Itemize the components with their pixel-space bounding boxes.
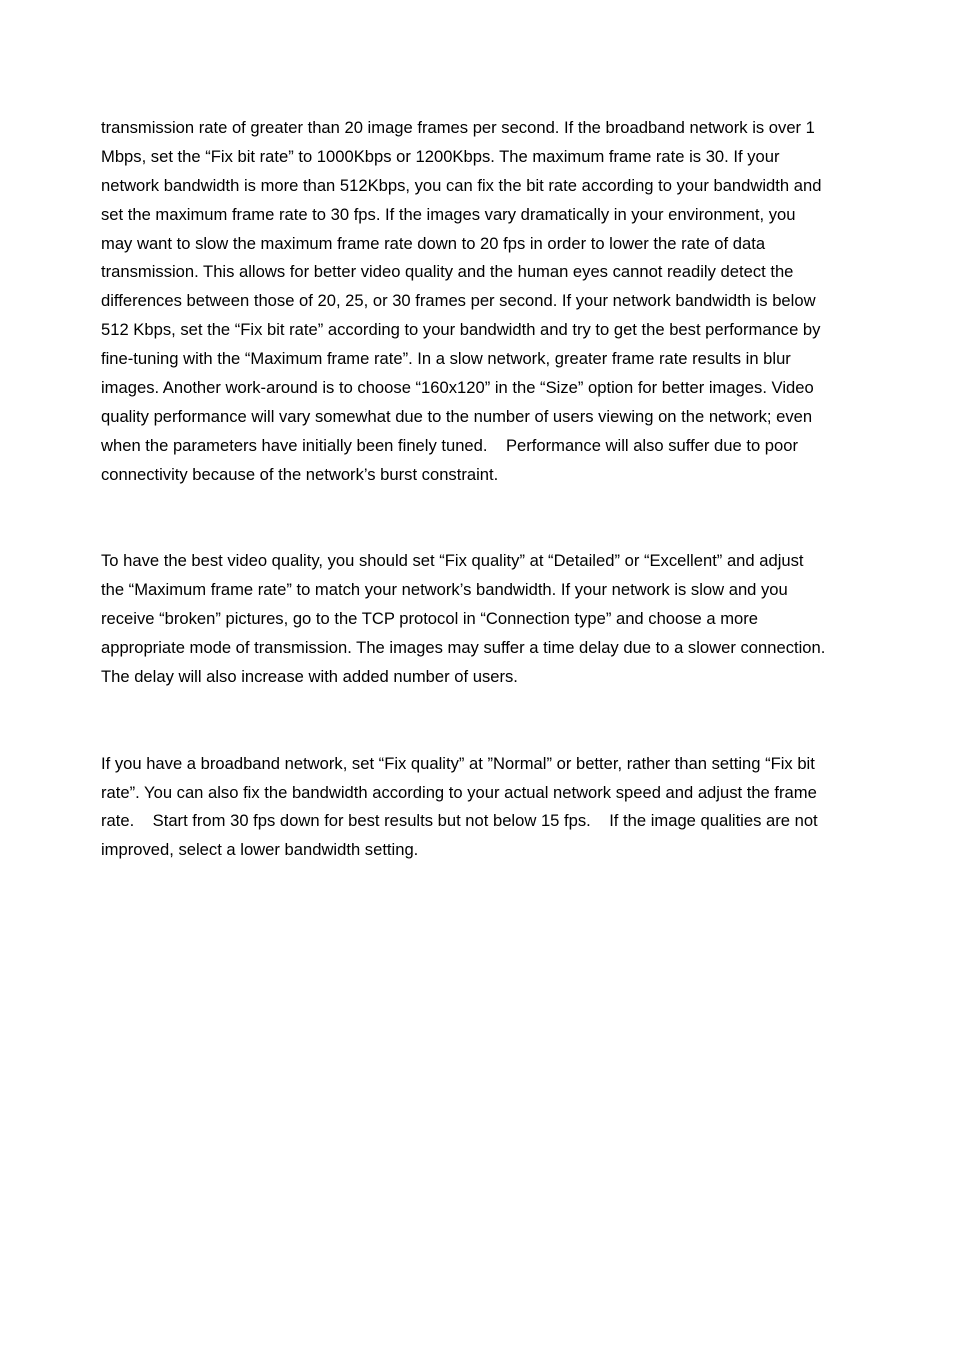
paragraph-bit-rate [101,114,901,490]
text-line: quality performance will vary somewhat due to the number of users viewing on the network; even [101,406,813,426]
paragraph-video-quality [101,547,901,691]
text-line: connectivity because of the network’s burst constraint. [101,464,499,484]
text-line: transmission rate of greater than 20 image frames per second. If the broadband network is over 1 [101,118,815,137]
text-line: The delay will also increase with added number of users. [101,666,518,686]
paragraph-spacer [101,692,901,750]
text-line: differences between those of 20, 25, or 30 frames per second. If your network bandwidth is below [101,291,816,311]
paragraph-broadband [101,750,901,866]
text-line: rate”. You can also fix the bandwidth according to your actual network speed and adjust the frame [101,782,817,802]
text-line: To have the best video quality, you should set “Fix quality” at “Detailed” or “Excellent” and adjust [101,551,804,571]
text-line: If you have a broadband network, set “Fix quality” at ”Normal” or better, rather than setting “Fix bit [101,753,815,773]
text-line: when the parameters have initially been finely tuned. Performance will also suffer due to poor [101,435,799,455]
text-line: the “Maximum frame rate” to match your network’s bandwidth. If your network is slow and you [101,580,788,600]
text-line: fine-tuning with the “Maximum frame rate”. In a slow network, greater frame rate results in blur [101,349,791,369]
document-body [101,114,901,865]
text-line: may want to slow the maximum frame rate down to 20 fps in order to lower the rate of data [101,233,766,253]
text-line: Mbps, set the “Fix bit rate” to 1000Kbps or 1200Kbps. The maximum frame rate is 30. If your [101,146,780,166]
text-line: appropriate mode of transmission. The images may suffer a time delay due to a slower connection. [101,638,826,658]
text-line: rate. Start from 30 fps down for best results but not below 15 fps. If the image qualities are not [101,811,818,831]
text-line: set the maximum frame rate to 30 fps. If the images vary dramatically in your environment, you [101,204,796,224]
text-line: network bandwidth is more than 512Kbps, you can fix the bit rate according to your bandwidth and [101,175,822,195]
text-line: receive “broken” pictures, go to the TCP protocol in “Connection type” and choose a more [101,609,759,629]
text-line: images. Another work-around is to choose “160x120” in the “Size” option for better images. Video [101,378,814,398]
text-line: improved, select a lower bandwidth setting. [101,840,419,860]
text-line: transmission. This allows for better video quality and the human eyes cannot readily detect the [101,262,794,282]
text-line: 512 Kbps, set the “Fix bit rate” according to your bandwidth and try to get the best performance by [101,320,821,340]
paragraph-spacer [101,490,901,548]
